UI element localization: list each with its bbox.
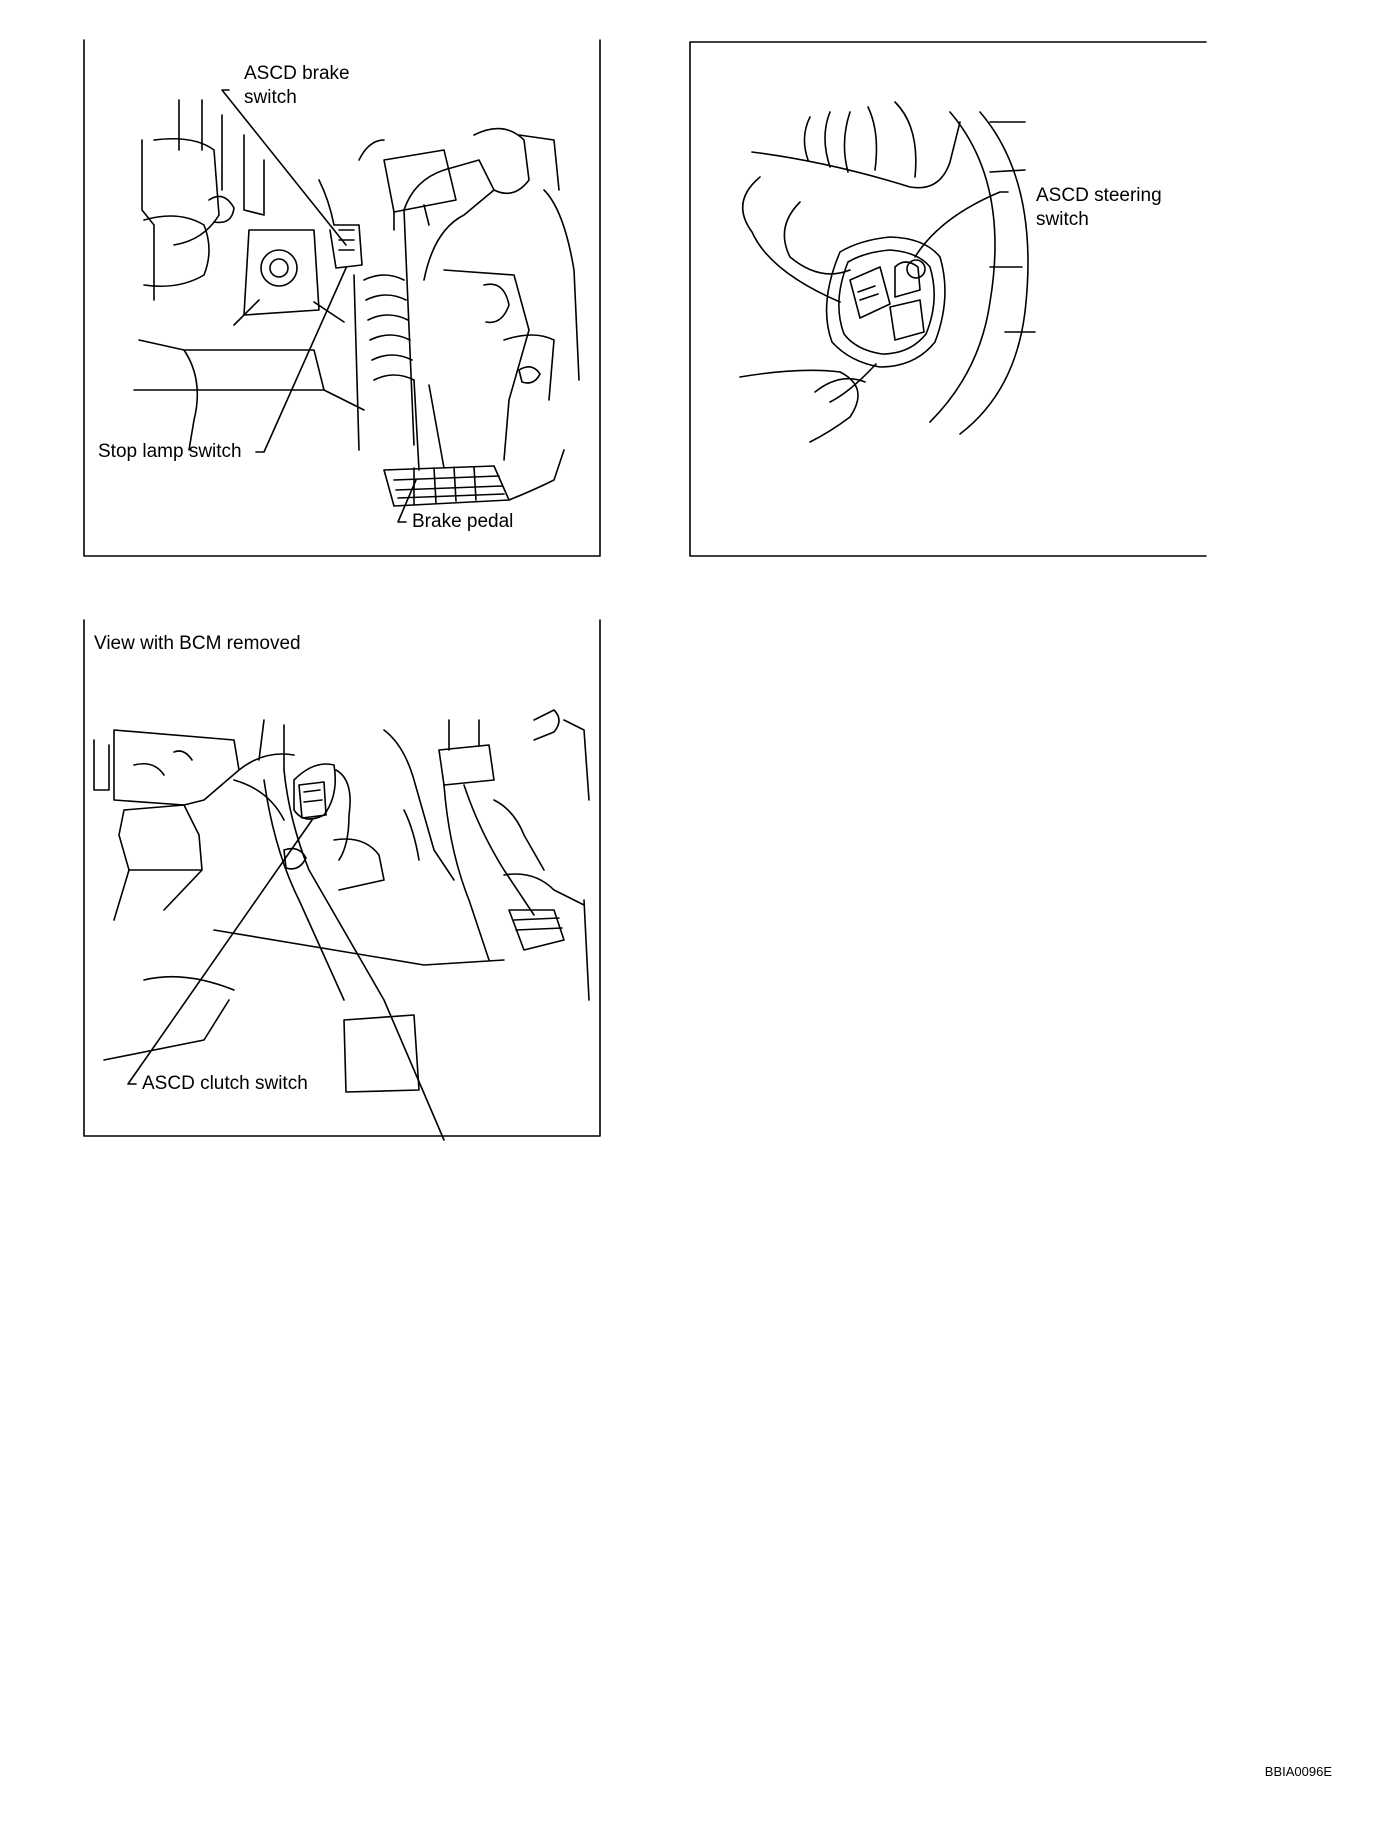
asc-steering-switch-label-line1: ASCD steering xyxy=(1036,185,1162,206)
asc-brake-switch-label-line1: ASCD brake xyxy=(244,63,350,84)
asc-steering-switch-label-line2: switch xyxy=(1036,209,1089,230)
panel-frame xyxy=(84,620,600,1136)
panel-frame xyxy=(84,40,600,556)
asc-brake-switch-label xyxy=(244,62,350,110)
stop-lamp-switch-leader xyxy=(256,268,346,452)
steering-switch-illustration xyxy=(690,42,1206,558)
steering-switch-panel xyxy=(690,42,1206,558)
asc-clutch-switch-leader xyxy=(128,820,312,1084)
asc-brake-switch-leader xyxy=(222,90,346,245)
brake-pedal-label: Brake pedal xyxy=(412,511,514,532)
figure-code: BBIA0096E xyxy=(1264,1764,1332,1779)
panel-frame xyxy=(690,42,1206,556)
steering-switch-pod xyxy=(827,237,945,367)
view-caption: View with BCM removed xyxy=(94,633,301,654)
asc-brake-switch-label-line2: switch xyxy=(244,87,297,108)
clutch-switch-illustration xyxy=(84,620,600,1136)
asc-clutch-switch-label: ASCD clutch switch xyxy=(142,1073,308,1094)
brake-switch-panel xyxy=(84,40,600,556)
brake-switch-illustration xyxy=(84,40,600,556)
asc-steering-switch-label xyxy=(1036,184,1162,232)
clutch-switch-panel xyxy=(84,620,600,1136)
stop-lamp-switch-label: Stop lamp switch xyxy=(98,441,242,462)
